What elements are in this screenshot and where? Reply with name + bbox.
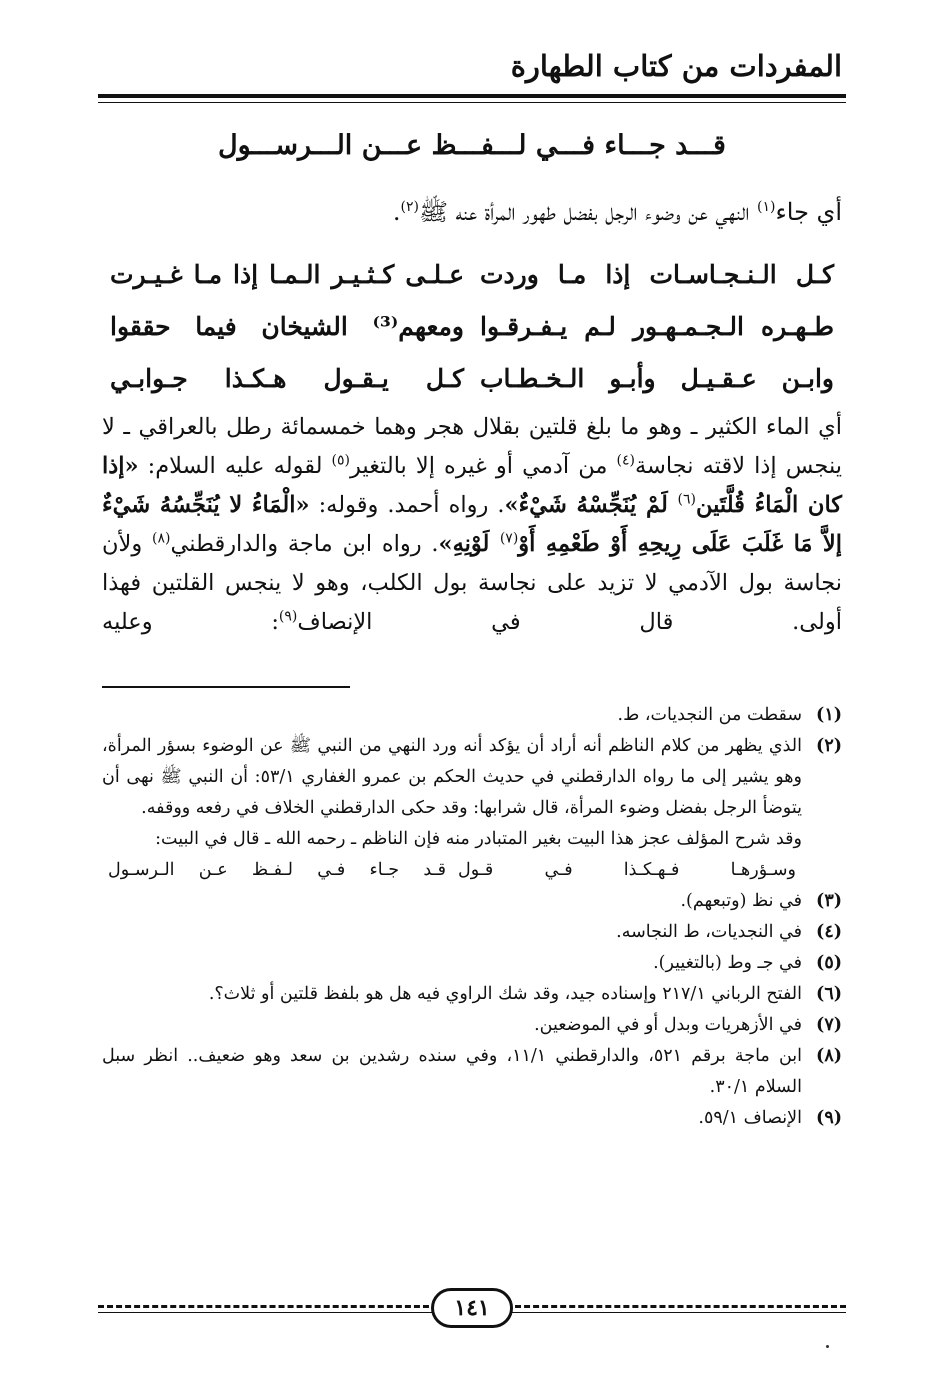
footnote-verse-right: وسـؤرهـا فـهـكـذا فـي قـول: [458, 860, 796, 880]
footer-rule-right: [506, 1312, 846, 1313]
header-rule-thin: [98, 102, 846, 103]
poem-hemistich-right: طـهـره الـجـمـهـور لـم يـفـرقـوا: [480, 311, 834, 341]
footnote-text: ابن ماجة برقم ٥٢١، والدارقطني ١١/١، وفي سنده رشدين بن سعد وهو ضعيف.. انظر سبل السلام ٣٠/١.: [102, 1046, 803, 1097]
footnote-text: الإنصاف ٥٩/١.: [698, 1108, 802, 1128]
body-text: . رواه أحمد. وقوله:: [309, 492, 505, 518]
header-rule-thick: [98, 94, 846, 98]
hadith-quote-2: «الْمَاءُ لا يُنَجِّسُهُ شَيْءٌ إلاَّ مَا غَلَبَ عَلَى رِيحِهِ أَوْ طَعْمِهِ أَوْ: [102, 492, 842, 557]
footnote-2-extra: وقد شرح المؤلف عجز هذا البيت بغير المتبادر منه فإن الناظم ـ رحمه الله ـ قال في البيت:: [155, 829, 802, 849]
poem-line: [102, 248, 842, 300]
running-title: المفردات من كتاب الطهارة: [510, 49, 842, 83]
footnote-item: [102, 948, 842, 979]
intro-text-end: .: [392, 198, 401, 226]
poem-hemistich-left: عـلـى كـثـيـر الـمـا إذا مـا غـيـرت: [110, 259, 464, 289]
footnote-number: (٢): [816, 736, 842, 756]
footnote-text: الذي يظهر من كلام الناظم أنه أراد أن يؤكد أنه ورد النهي من النبي ﷺ عن الوضوء بسؤر المرأة، وهو يشير إلى ما رواه الدارقطني في حديث الحكم بن عمرو الغفاري ٥٣/١: أن النبي ﷺ نهى أن يتوضأ الرجل بفضل وضوء المرأة، قال شرابها: وقد حكى الدارقطني الخلاف في رفعه ووقفه.: [102, 736, 802, 818]
body-text: لقوله عليه السلام:: [138, 453, 332, 479]
footnote-number: (٧): [816, 1015, 842, 1035]
footer-dash-left: [98, 1305, 438, 1308]
footnote-ref-7[interactable]: (٧): [499, 530, 519, 547]
footnote-number: (٦): [816, 984, 842, 1004]
intro-text-mid: النهي عن وضوء الرجل بفضل طهور المرأة عنه ﷺ: [419, 198, 758, 226]
footnote-item: [102, 886, 842, 917]
footnote-ref-2[interactable]: (٢): [400, 199, 419, 215]
footnote-item: [102, 731, 842, 824]
verse-title: قـــد جـــاء فـــي لـــفـــظ عـــن الـــرســـول: [218, 130, 726, 161]
footnote-text: في جـ وط (بالتغيير).: [653, 953, 802, 973]
footnote-verse-left: قـد جـاء فـي لـفـظ عـن الـرسـول: [108, 860, 446, 880]
footnote-text: في الأزهريات وبدل أو في الموضعين.: [534, 1015, 802, 1035]
footnote-ref-8[interactable]: (٨): [151, 530, 171, 547]
page-footer: [98, 1288, 846, 1328]
footnote-item: [102, 1103, 842, 1134]
poem-hemistich-left: ومعهم⁽³⁾ الشيخان فيما حققوا: [110, 311, 464, 341]
footnote-separator: [102, 686, 350, 688]
body-text: أي الماء الكثير ـ وهو ما بلغ قلتين بقلال هجر وهما خمسمائة رطل بالعراقي ـ لا ينجس إذا لاقته نجاسة: [102, 414, 842, 479]
footnote-ref-5[interactable]: (٥): [331, 452, 350, 469]
footnote-ref-1[interactable]: (١): [757, 199, 776, 215]
footnote-text: في النجديات، ط النجاسه.: [616, 922, 802, 942]
body-text: . رواه ابن ماجة والدارقطني: [170, 531, 439, 557]
footnote-item: [102, 917, 842, 948]
hadith-quote-1-end: لَمْ يُنَجِّسْهُ شَيْءٌ»: [504, 492, 678, 518]
footnote-number: (٣): [816, 891, 842, 911]
footnote-number: (٨): [816, 1046, 842, 1066]
footnote-number: (٥): [816, 953, 842, 973]
footnote-item: [102, 1041, 842, 1103]
footnote-text: سقطت من النجديات، ط.: [617, 705, 802, 725]
body-paragraph: [102, 408, 842, 642]
footnote-ref-4[interactable]: (٤): [616, 452, 635, 469]
footnote-item: [102, 979, 842, 1010]
footer-rule-left: [98, 1312, 438, 1313]
hadith-quote-2-end: لَوْنِهِ»: [438, 531, 500, 557]
poem-hemistich-left: كـل يـقـول هـكـذا جـوابـي: [110, 363, 464, 393]
footnote-ref-9[interactable]: (٩): [278, 608, 298, 625]
footnote-item: [102, 1010, 842, 1041]
body-text: من آدمي أو غيره إلا بالتغير: [350, 453, 617, 479]
footnote-text: الفتح الرباني ٢١٧/١ وإسناده جيد، وقد شك الراوي فيه هل هو بلفظ قلتين أو ثلاث؟.: [208, 984, 802, 1004]
hadith-quote-1: «إذا كان الْمَاءُ قُلَّتَين: [102, 453, 843, 518]
footnote-text: في نظ (وتبعهم).: [680, 891, 802, 911]
footnote-ref-6[interactable]: (٦): [677, 491, 696, 508]
footnotes: [102, 700, 842, 1134]
poem: [102, 248, 842, 404]
body-text: : وعليه: [102, 609, 279, 635]
footnote-number: (٩): [816, 1108, 842, 1128]
poem-hemistich-right: كـل الـنـجـاسـات إذا مـا وردت: [480, 259, 834, 289]
poem-line: [102, 352, 842, 404]
poem-line: [102, 300, 842, 352]
footnote-number: (١): [816, 705, 842, 725]
intro-text: أي جاء: [775, 198, 842, 226]
page-number: ١٤١: [431, 1288, 513, 1328]
footer-dash-right: [506, 1305, 846, 1308]
footnote-2-verse: [102, 855, 842, 886]
body-text: ولأن نجاسة بول الآدمي لا تزيد على نجاسة بول الكلب، وهو لا ينجس القلتين فهذا أولى. قال في الإنصاف: [102, 531, 842, 635]
poem-hemistich-right: وابـن عـقـيـل وأبـو الـخـطـاب: [480, 363, 834, 393]
footnote-number: (٤): [816, 922, 842, 942]
speck-mark: [826, 1345, 829, 1348]
intro-line: [102, 190, 842, 234]
footnote-item: [102, 700, 842, 731]
